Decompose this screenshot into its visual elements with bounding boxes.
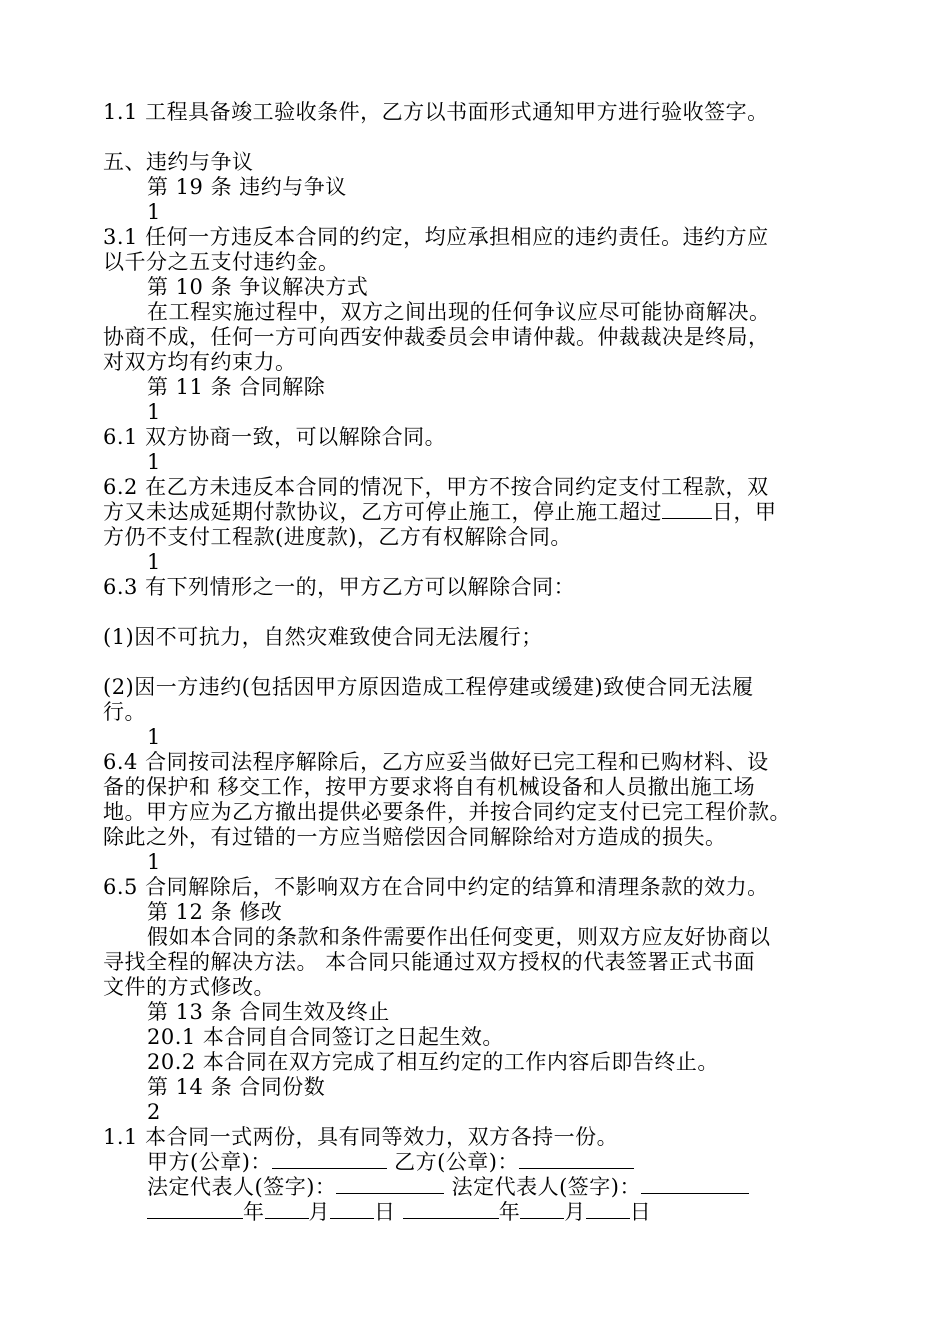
text-line: (2)因一方违约(包括因甲方原因造成工程停建或缓建)致使合同无法履	[103, 675, 754, 699]
text-line: 假如本合同的条款和条件需要作出任何变更，则双方应友好协商以	[147, 925, 771, 949]
party-b-day-blank	[586, 1200, 630, 1219]
text-line: 备的保护和 移交工作，按甲方要求将自有机械设备和人员撤出施工场	[103, 775, 756, 799]
text-line: 6.1 双方协商一致，可以解除合同。	[103, 425, 447, 449]
representative-line	[147, 1175, 749, 1200]
article-heading: 第 11 条 合同解除	[147, 375, 326, 399]
party-b-month-blank	[520, 1200, 564, 1219]
party-b-rep-label: 法定代表人(签字)：	[451, 1175, 641, 1199]
party-b-seal-label: 乙方(公章)：	[394, 1150, 519, 1174]
clause-number: 1	[147, 400, 161, 424]
text-fragment: 方又未达成延期付款协议，乙方可停止施工，停止施工超过	[103, 500, 662, 524]
article-heading: 第 14 条 合同份数	[147, 1075, 326, 1099]
text-line	[103, 500, 777, 525]
text-line: 1.1 工程具备竣工验收条件，乙方以书面形式通知甲方进行验收签字。	[103, 100, 769, 124]
text-line: (1)因不可抗力，自然灾难致使合同无法履行；	[103, 625, 543, 649]
clause-number: 1	[147, 200, 161, 224]
text-line: 在工程实施过程中，双方之间出现的任何争议应尽可能协商解决。	[147, 300, 771, 324]
text-line: 以千分之五支付违约金。	[103, 250, 340, 274]
text-line: 除此之外，有过错的一方应当赔偿因合同解除给对方造成的损失。	[103, 825, 727, 849]
party-b-seal-blank	[519, 1150, 634, 1169]
text-line: 6.4 合同按司法程序解除后，乙方应妥当做好已完工程和已购材料、设	[103, 750, 769, 774]
party-a-rep-blank	[336, 1175, 444, 1194]
party-a-month-blank	[265, 1200, 309, 1219]
year-label: 年	[498, 1200, 521, 1224]
clause-number: 1	[147, 850, 161, 874]
date-line	[147, 1200, 651, 1225]
month-label: 月	[564, 1200, 586, 1224]
section-heading: 五、违约与争议	[103, 150, 254, 174]
party-a-year-blank	[147, 1200, 243, 1219]
text-line: 20.1 本合同自合同签订之日起生效。	[147, 1025, 504, 1049]
party-a-seal-blank	[272, 1150, 387, 1169]
clause-number: 1	[147, 450, 161, 474]
party-a-day-blank	[330, 1200, 374, 1219]
day-label: 日	[629, 1200, 652, 1224]
text-line: 20.2 本合同在双方完成了相互约定的工作内容后即告终止。	[147, 1050, 719, 1074]
article-heading: 第 13 条 合同生效及终止	[147, 1000, 390, 1024]
text-fragment: 日，甲	[712, 500, 777, 524]
article-heading: 第 10 条 争议解决方式	[147, 275, 369, 299]
year-label: 年	[243, 1200, 265, 1224]
clause-number: 1	[147, 725, 161, 749]
clause-number: 2	[147, 1100, 161, 1124]
party-a-rep-label: 法定代表人(签字)：	[147, 1175, 337, 1199]
party-a-seal-label: 甲方(公章)：	[147, 1150, 272, 1174]
month-label: 月	[308, 1200, 330, 1224]
clause-number: 1	[147, 550, 161, 574]
text-line: 行。	[103, 700, 146, 724]
text-line: 方仍不支付工程款(进度款)，乙方有权解除合同。	[103, 525, 572, 549]
days-blank	[662, 500, 712, 519]
text-line: 3.1 任何一方违反本合同的约定，均应承担相应的违约责任。违约方应	[103, 225, 769, 249]
text-line: 1.1 本合同一式两份，具有同等效力，双方各持一份。	[103, 1125, 619, 1149]
party-b-rep-blank	[641, 1175, 749, 1194]
day-label: 日	[374, 1200, 396, 1224]
text-line: 对双方均有约束力。	[103, 350, 297, 374]
article-heading: 第 19 条 违约与争议	[147, 175, 347, 199]
text-line: 寻找全程的解决方法。 本合同只能通过双方授权的代表签署正式书面	[103, 950, 756, 974]
article-heading: 第 12 条 修改	[147, 900, 283, 924]
seal-line	[147, 1150, 634, 1175]
text-line: 6.2 在乙方未违反本合同的情况下，甲方不按合同约定支付工程款，双	[103, 475, 769, 499]
party-b-year-blank	[403, 1200, 499, 1219]
text-line: 6.5 合同解除后，不影响双方在合同中约定的结算和清理条款的效力。	[103, 875, 769, 899]
text-line: 文件的方式修改。	[103, 975, 275, 999]
text-line: 6.3 有下列情形之一的，甲方乙方可以解除合同：	[103, 575, 576, 599]
text-line: 地。甲方应为乙方撤出提供必要条件，并按合同约定支付已完工程价款。	[103, 800, 791, 824]
text-line: 协商不成，任何一方可向西安仲裁委员会申请仲裁。仲裁裁决是终局，	[103, 325, 770, 349]
